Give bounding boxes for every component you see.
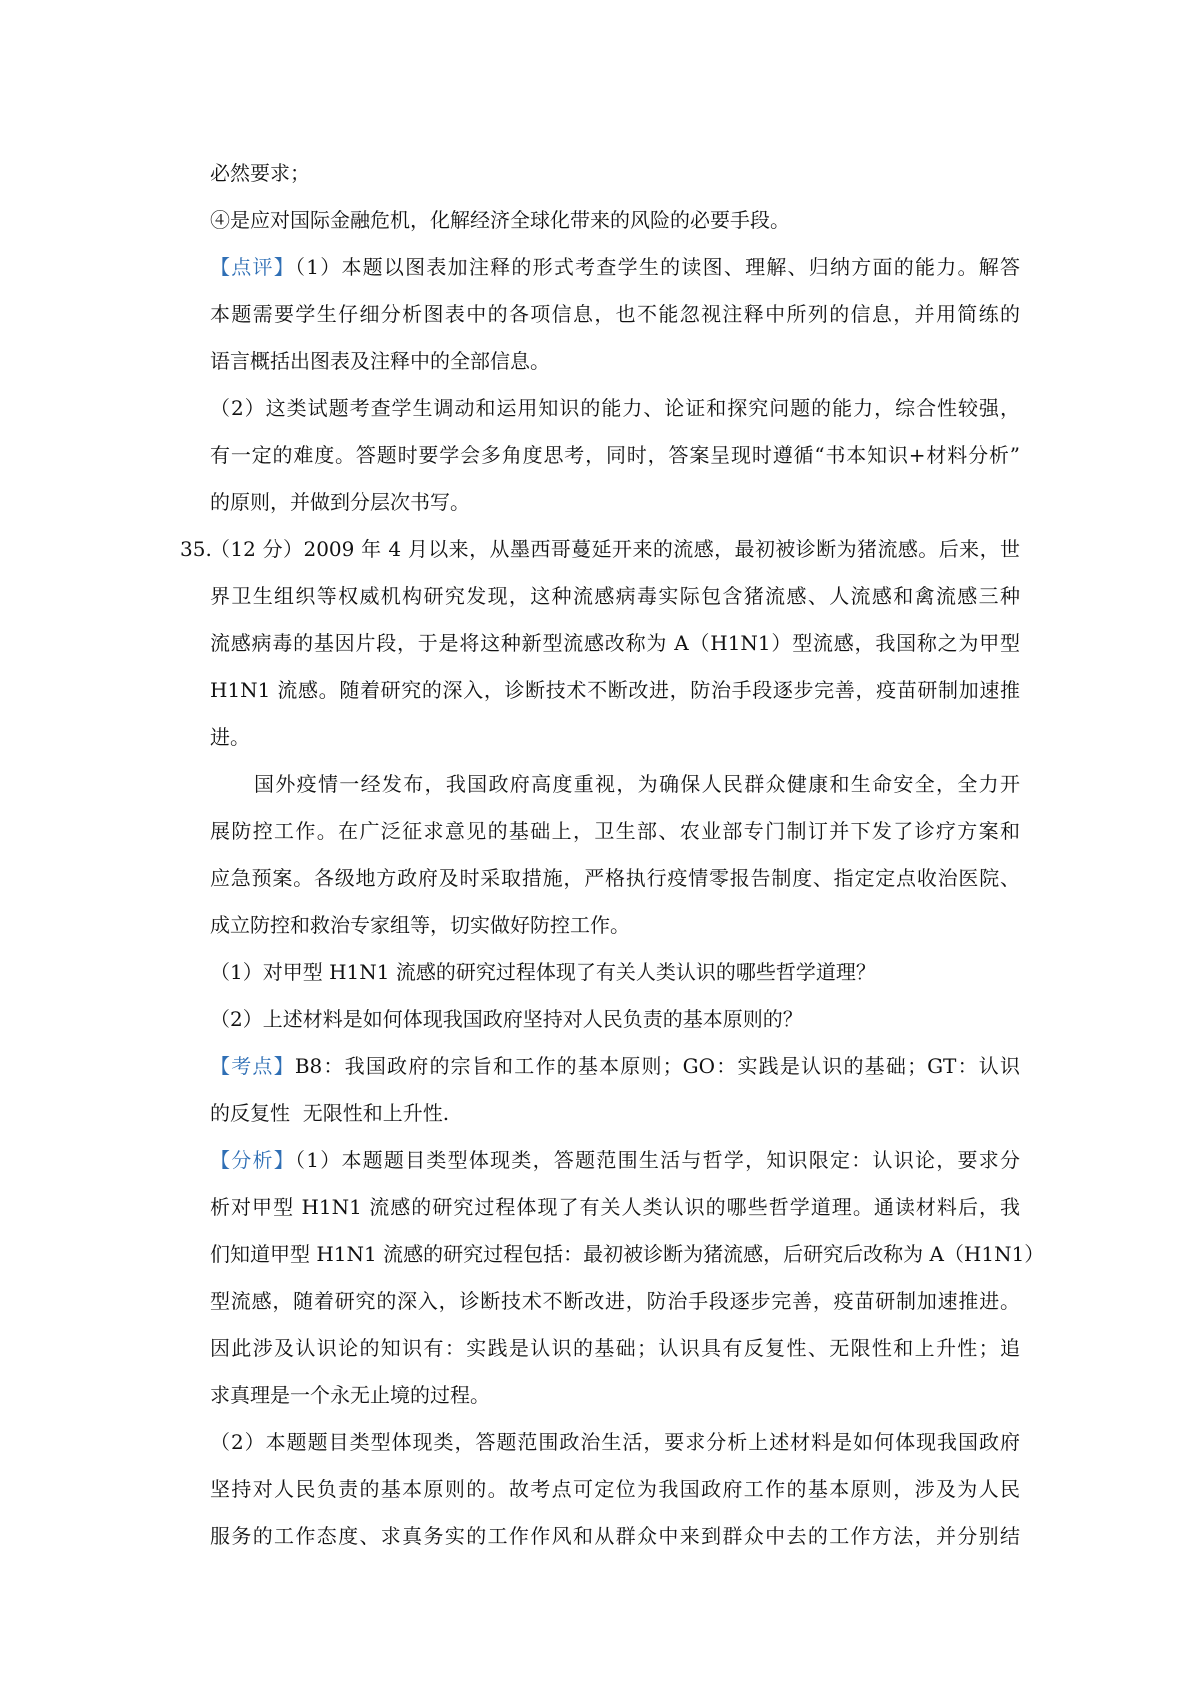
kaodian-tag: 【考点】 [210, 1054, 295, 1078]
text-line: 必然要求； [210, 161, 310, 185]
text-line: 成立防控和救治专家组等，切实做好防控工作。 [210, 913, 630, 937]
text-line: （2）本题题目类型体现类，答题范围政治生活，要求分析上述材料是如何体现我国政府 [210, 1430, 1020, 1454]
sub-question-2: （2）上述材料是如何体现我国政府坚持对人民负责的基本原则的？ [210, 1007, 803, 1031]
text-line: 国外疫情一经发布，我国政府高度重视，为确保人民群众健康和生命安全，全力开 [254, 772, 1020, 796]
text-line: 们知道甲型 H1N1 流感的研究过程包括：最初被诊断为猪流感，后研究后改称为 A（H1N1） [210, 1242, 1045, 1266]
text-line: 语言概括出图表及注释中的全部信息。 [210, 349, 550, 373]
text-line: 本题需要学生仔细分析图表中的各项信息，也不能忽视注释中所列的信息，并用简练的 [210, 302, 1020, 326]
fenxi-heading-line [210, 1137, 1020, 1184]
text-line: 的反复性 无限性和上升性. [210, 1101, 450, 1125]
text-line: 流感病毒的基因片段，于是将这种新型流感改称为 A（H1N1）型流感，我国称之为甲型 [210, 631, 1020, 655]
fenxi-tag: 【分析】 [210, 1148, 295, 1172]
document-body [180, 150, 1045, 1560]
question-heading-line [180, 526, 1020, 573]
text-line: 进。 [210, 725, 250, 749]
text-line: 展防控工作。在广泛征求意见的基础上，卫生部、农业部专门制订并下发了诊疗方案和 [210, 819, 1020, 843]
text-line: 界卫生组织等权威机构研究发现，这种流感病毒实际包含猪流感、人流感和禽流感三种 [210, 584, 1020, 608]
sub-question-1: （1）对甲型 H1N1 流感的研究过程体现了有关人类认识的哪些哲学道理？ [210, 960, 876, 984]
text-line: ④是应对国际金融危机，化解经济全球化带来的风险的必要手段。 [210, 208, 790, 232]
text-line: 服务的工作态度、求真务实的工作作风和从群众中来到群众中去的工作方法，并分别结 [210, 1524, 1020, 1548]
text-line: H1N1 流感。随着研究的深入，诊断技术不断改进，防治手段逐步完善，疫苗研制加速推 [210, 678, 1020, 702]
text-line: 求真理是一个永无止境的过程。 [210, 1383, 490, 1407]
text-line: 有一定的难度。答题时要学会多角度思考，同时，答案呈现时遵循“书本知识+材料分析” [210, 443, 1020, 467]
text-line: 析对甲型 H1N1 流感的研究过程体现了有关人类认识的哪些哲学道理。通读材料后，我 [210, 1195, 1020, 1219]
question-number: 35. [180, 537, 212, 561]
kaodian-heading-line [210, 1043, 1020, 1090]
comment-heading-line [210, 244, 1020, 291]
text-line: 坚持对人民负责的基本原则的。故考点可定位为我国政府工作的基本原则，涉及为人民 [210, 1477, 1020, 1501]
comment-tag: 【点评】 [210, 255, 295, 279]
text-line: （2）这类试题考查学生调动和运用知识的能力、论证和探究问题的能力，综合性较强， [210, 396, 1020, 420]
text-line: 应急预案。各级地方政府及时采取措施，严格执行疫情零报告制度、指定定点收治医院、 [210, 866, 1020, 890]
fenxi-text: （1）本题题目类型体现类，答题范围生活与哲学，知识限定：认识论，要求分 [294, 1148, 1020, 1172]
comment-text: （1）本题以图表加注释的形式考查学生的读图、理解、归纳方面的能力。解答 [294, 255, 1020, 279]
kaodian-text: B8：我国政府的宗旨和工作的基本原则；GO：实践是认识的基础；GT：认识 [294, 1054, 1020, 1078]
question-text: （12 分）2009 年 4 月以来，从墨西哥蔓延开来的流感，最初被诊断为猪流感。后来，世 [210, 537, 1020, 561]
text-line: 的原则，并做到分层次书写。 [210, 490, 470, 514]
text-line: 型流感，随着研究的深入，诊断技术不断改进，防治手段逐步完善，疫苗研制加速推进。 [210, 1289, 1020, 1313]
text-line: 因此涉及认识论的知识有：实践是认识的基础；认识具有反复性、无限性和上升性；追 [210, 1336, 1020, 1360]
